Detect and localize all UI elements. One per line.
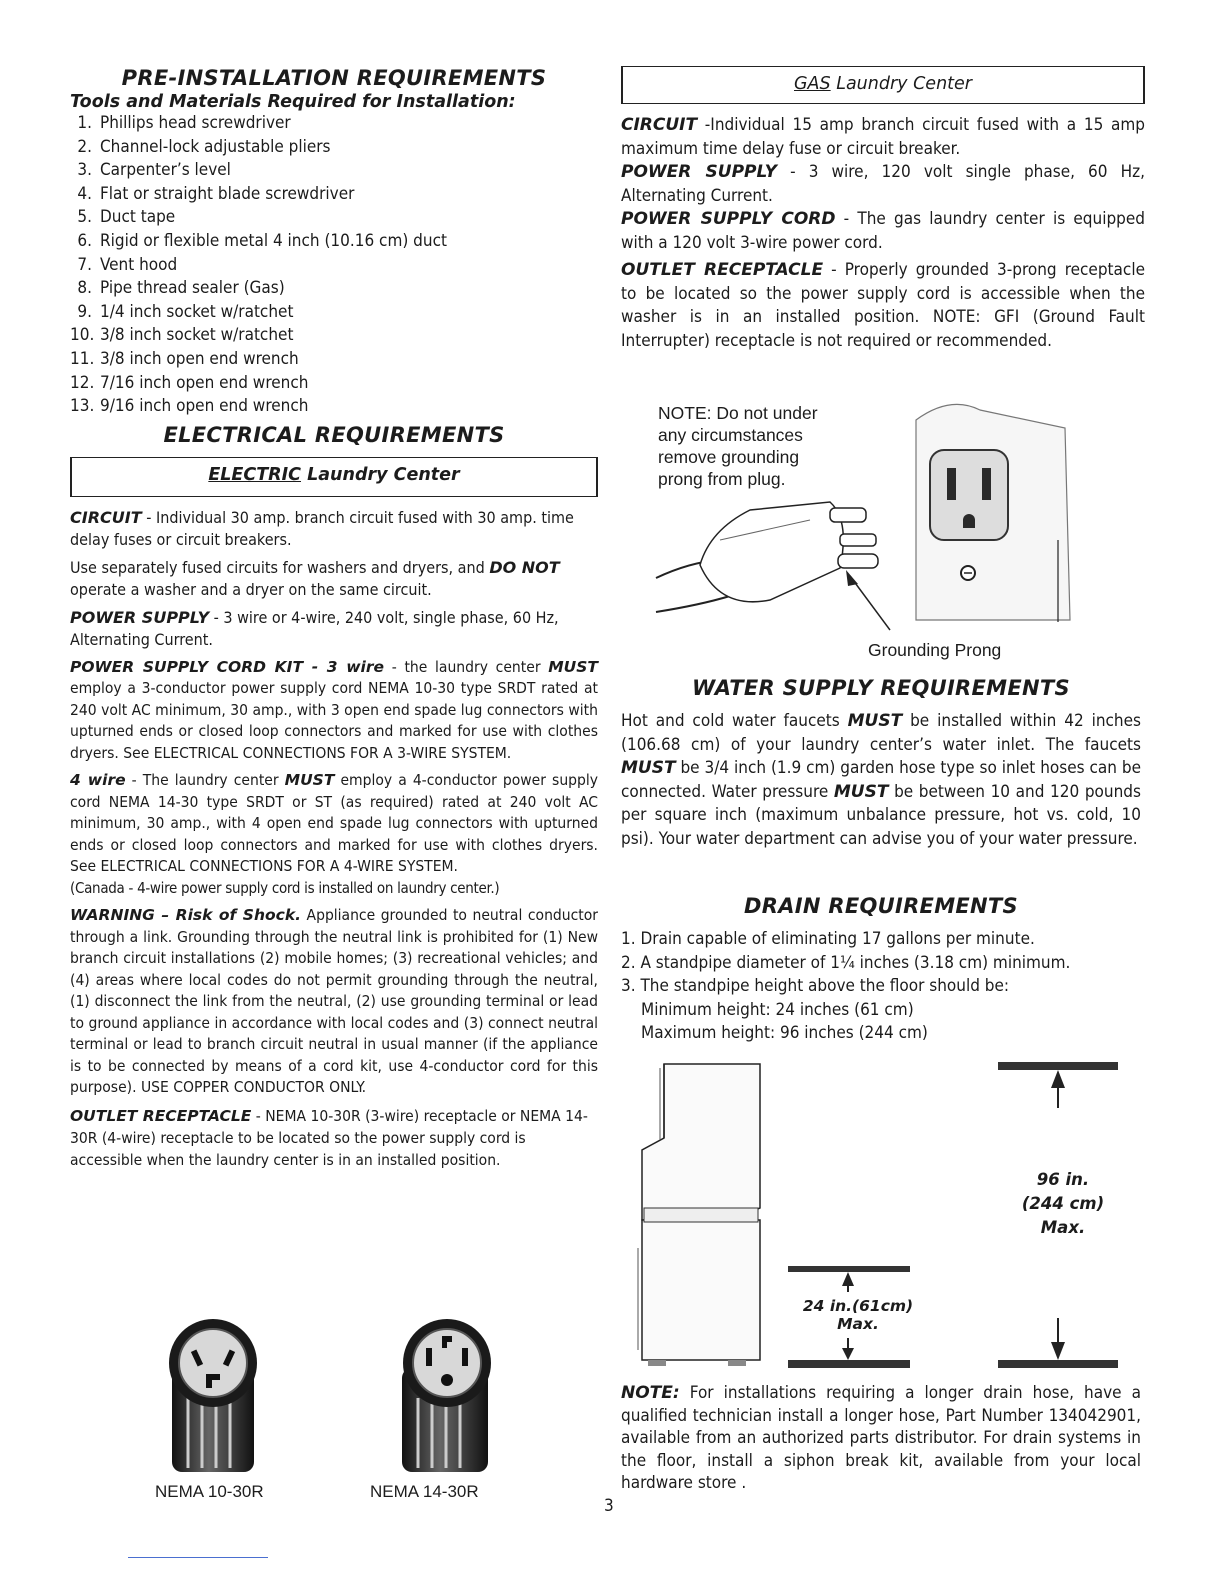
list-item: 4. Flat or straight blade screwdriver [77, 183, 355, 204]
pre-installation-title: PRE-INSTALLATION REQUIREMENTS [121, 66, 547, 90]
electrical-title: ELECTRICAL REQUIREMENTS [163, 422, 505, 447]
list-item: 6. Rigid or flexible metal 4 inch (10.16 cm) duct [77, 230, 447, 251]
drain-section [621, 894, 1141, 1046]
drain-note-paragraph: NOTE: For installations requiring a longer drain hose, have a qualified technician install a longer hose, Part Number 134042901, available from an authorized parts distributor. For drain systems in the floor, install a siphon break kit, available from your local hardware store . [621, 1383, 1141, 1493]
electric-power-supply-paragraph: POWER SUPPLY - 3 wire or 4-wire, 240 volt, single phase, 60 Hz, Alternating Current. [70, 607, 559, 649]
nema-14-30r-receptacle-illustration [392, 1318, 502, 1474]
water-supply-section [621, 676, 1141, 851]
footer-rule [128, 1557, 268, 1558]
list-item: 8. Pipe thread sealer (Gas) [77, 278, 285, 299]
list-item: 9. 1/4 inch socket w/ratchet [77, 301, 294, 322]
nema-10-30r-label: NEMA 10-30R [155, 1482, 264, 1501]
grounding-prong-label: Grounding Prong [868, 640, 1002, 660]
electric-outlet-paragraph: OUTLET RECEPTACLE - NEMA 10-30R (3-wire) receptacle or NEMA 14- 30R (4-wire) receptacle to be located so the power supply cord is accessible when the laundry center is in an installed position. [70, 1106, 588, 1169]
gas-power-supply-paragraph: POWER SUPPLY - 3 wire, 120 volt single phase, 60 Hz, Alternating Current. [621, 162, 1145, 206]
cord-kit-paragraph: POWER SUPPLY CORD KIT - 3 wire - the laundry center MUST employ a 3-conductor power supply cord NEMA 10-30 type SRDT rated at 240 volt AC minimum, 30 amp., with 3 open end spade lug connectors with upturned ends or closed loop connectors and marked for use with clothes dryers. See ELECTRICAL CONNECTIONS FOR A 3-WIRE SYSTEM. [70, 657, 598, 762]
box-underlined-word: GAS [794, 74, 831, 94]
water-supply-paragraph: Hot and cold water faucets MUST be installed within 42 inches (106.68 cm) of your laundry center’s water inlet. The faucets MUST be 3/4 inch (1.9 cm) garden hose type so inlet hoses can be connected. Water pressure MUST be between 10 and 120 pounds per square inch (maximum unbalance pressure, hot vs. cold, 10 psi). Your water department can advise you of your water pressure. [621, 711, 1141, 849]
list-item: 7. Vent hood [77, 254, 178, 275]
warning-paragraph: WARNING – Risk of Shock. Appliance grounded to neutral conductor through a link. Grounding through the neutral link is prohibited for (1) New branch circuit installations (2) mobile homes; (3) recreational vehicles; and (4) areas where local codes do not permit grounding through the neutral, (1) disconnect the link from the neutral, (2) use grounding terminal or lead to ground appliance in accordance with local codes and (3) connect neutral terminal or lead to branch circuit neutral in usual manner (if the appliance is to be connected by means of a cord kit, use 4-conductor cord for this purpose). USE COPPER CONDUCTOR ONLY. [70, 906, 598, 1097]
water-supply-title: WATER SUPPLY REQUIREMENTS [692, 676, 1070, 700]
list-item: 2. Channel-lock adjustable pliers [77, 136, 331, 157]
gas-power-cord-paragraph: POWER SUPPLY CORD - The gas laundry center is equipped with a 120 volt 3-wire power cord. [621, 209, 1145, 253]
separate-circuits-paragraph: Use separately fused circuits for washers and dryers, and DO NOT operate a washer and a dryer on the same circuit. [70, 557, 560, 599]
nema-14-30r-label: NEMA 14-30R [370, 1482, 479, 1501]
page-number: 3 [604, 1496, 614, 1516]
electric-circuit-paragraph: CIRCUIT - Individual 30 amp. branch circuit fused with 30 amp. time delay fuses or circuit breakers. [70, 507, 574, 549]
gas-laundry-center-box [621, 66, 1145, 104]
four-wire-paragraph: 4 wire - The laundry center MUST employ a 4-conductor power supply cord NEMA 14-30 type SRDT or ST (as required) rated at 240 volt AC minimum, 30 amp., with 4 open end spade lug connectors with upturned ends or closed loop connectors and marked for use with clothes dryers. See ELECTRICAL CONNECTIONS FOR A 4-WIRE SYSTEM. [70, 771, 598, 876]
list-item: 3. Carpenter’s level [77, 160, 231, 181]
list-item: Maximum height: 96 inches (244 cm) [641, 1023, 928, 1044]
list-item: 10. 3/8 inch socket w/ratchet [70, 325, 294, 346]
nema-10-30r-receptacle-illustration [158, 1318, 268, 1474]
drain-list [621, 928, 1141, 1046]
list-item: 1. Drain capable of eliminating 17 gallons per minute. [621, 929, 1035, 949]
plug-and-outlet-illustration [650, 390, 1080, 635]
list-item: 2. A standpipe diameter of 1¼ inches (3.18 cm) minimum. [621, 952, 1071, 973]
box-underlined-word: ELECTRIC [208, 464, 301, 485]
tools-list [70, 112, 598, 419]
drain-title: DRAIN REQUIREMENTS [744, 894, 1018, 918]
list-item: Minimum height: 24 inches (61 cm) [641, 999, 914, 1020]
electric-laundry-center-box [70, 457, 598, 497]
list-item: 13. 9/16 inch open end wrench [70, 396, 309, 417]
box-label: Laundry Center [301, 464, 460, 485]
list-item: 11. 3/8 inch open end wrench [70, 348, 299, 369]
list-item: 12. 7/16 inch open end wrench [70, 372, 309, 393]
drain-note [621, 1382, 1141, 1495]
tools-heading: Tools and Materials Required for Installation: [70, 92, 516, 112]
grounding-note: NOTE: Do not under any circumstances remove grounding prong from plug. [658, 403, 818, 489]
label-96-in: 96 in. (244 cm) Max. [1021, 1170, 1105, 1237]
gas-circuit-paragraph: CIRCUIT -Individual 15 amp branch circuit fused with a 15 amp maximum time delay fuse or circuit breaker. [621, 115, 1145, 159]
label-24-in: 24 in.(61cm) Max. [802, 1297, 914, 1333]
list-item: 3. The standpipe height above the floor should be: [621, 976, 1010, 997]
list-item: 1. Phillips head screwdriver [77, 113, 291, 133]
box-label: Laundry Center [830, 74, 972, 94]
left-column [70, 66, 598, 1171]
right-column [621, 66, 1145, 353]
gas-outlet-paragraph: OUTLET RECEPTACLE - Properly grounded 3-prong receptacle to be located so the power supply cord is accessible when the washer is in an installed position. NOTE: GFI (Ground Fault Interrupter) receptacle is not required or recommended. [621, 260, 1145, 351]
list-item: 5. Duct tape [77, 207, 176, 228]
canada-note: (Canada - 4-wire power supply cord is installed on laundry center.) [70, 878, 500, 897]
